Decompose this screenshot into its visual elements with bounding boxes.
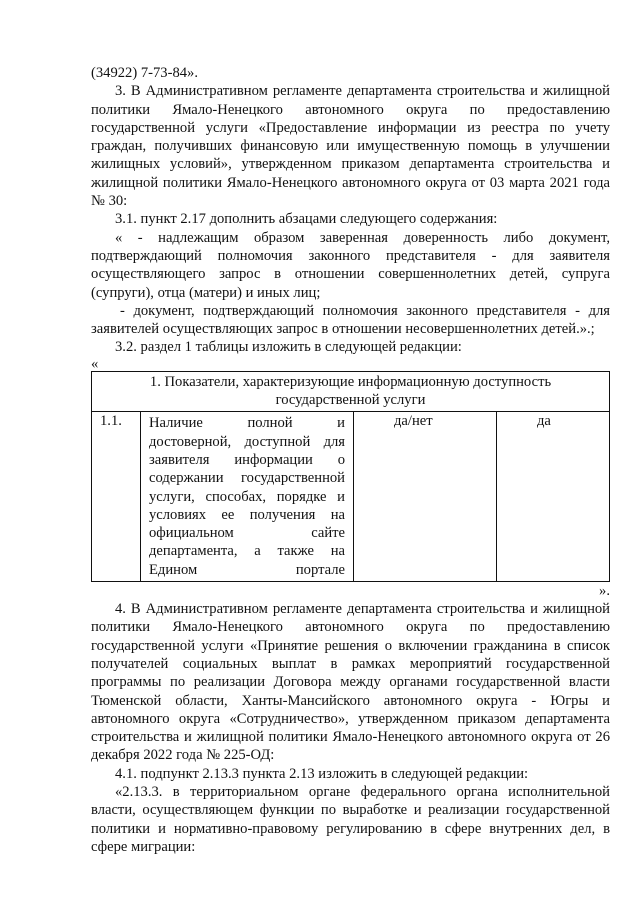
row-value: да xyxy=(497,412,610,582)
paragraph-3-1-a: « - надлежащим образом заверенная доверенность либо документ, подтверждающий полномочия законного представителя - для заявителя осуществляющего запрос в отношении совершеннолетних детей, супруга (супруги), отца (матери) и иных лиц; xyxy=(91,229,610,301)
paragraph-3-1: 3.1. пункт 2.17 дополнить абзацами следующего содержания: xyxy=(115,211,498,228)
paragraph-3-2: 3.2. раздел 1 таблицы изложить в следующей редакции: xyxy=(115,339,462,356)
row-unit: да/нет xyxy=(354,412,497,582)
document-page xyxy=(91,64,610,856)
quote-open: « xyxy=(91,355,99,372)
row-number: 1.1. xyxy=(92,412,141,582)
table-row xyxy=(92,412,610,582)
paragraph-3: 3. В Административном регламенте департамента строительства и жилищной политики Ямало-Ненецкого автономного округа по предоставлению государственной услуги «Предоставление информации из реестра по учету граждан, получивших финансовую или имущественную помощь в улучшении жилищных условий», утвержденном приказом департамента строительства и жилищной политики Ямало-Ненецкого автономного округа от 03 марта 2021 года № 30: xyxy=(91,83,610,210)
paragraph-4: 4. В Административном регламенте департамента строительства и жилищной политики Ямало-Ненецкого автономного округа по предоставлению государственной услуги «Принятие решения о включении гражданина в список получателей социальных выплат в рамках мероприятий государственной программы по реализации Договора между органами государственной власти Тюменской области, Ханты-Мансийского автономного округа - Югры и автономного округа «Сотрудничество», утвержденном приказом департамента строительства и жилищной политики Ямало-Ненецкого автономного округа от 26 декабря 2022 года № 225-ОД: xyxy=(91,601,610,764)
paragraph-4-1-a: «2.13.3. в территориальном органе федерального органа исполнительной власти, осуществляющем функции по выработке и реализации государственной политики и нормативно-правовому регулированию в сфере внутренних дел, в сфере миграции: xyxy=(91,783,610,855)
indicator-table xyxy=(91,371,610,582)
paragraph-4-1: 4.1. подпункт 2.13.3 пункта 2.13 изложить в следующей редакции: xyxy=(115,765,529,782)
quote-close: ». xyxy=(599,583,610,600)
row-description: Наличие полной и достоверной, доступной для заявителя информации о содержании государственной услуги, способах, порядке и условиях ее получения на официальном сайте департамента, а также на Едином портале xyxy=(141,412,354,582)
table-header-row xyxy=(92,371,610,412)
table-header-cell: 1. Показатели, характеризующие информационную доступность государственной услуги xyxy=(92,371,610,412)
paragraph-3-1-b: - документ, подтверждающий полномочия законного представителя - для заявителей осуществляющих запрос в отношении несовершеннолетних детей.».; xyxy=(91,302,610,338)
phone-line: (34922) 7-73-84». xyxy=(91,65,199,81)
